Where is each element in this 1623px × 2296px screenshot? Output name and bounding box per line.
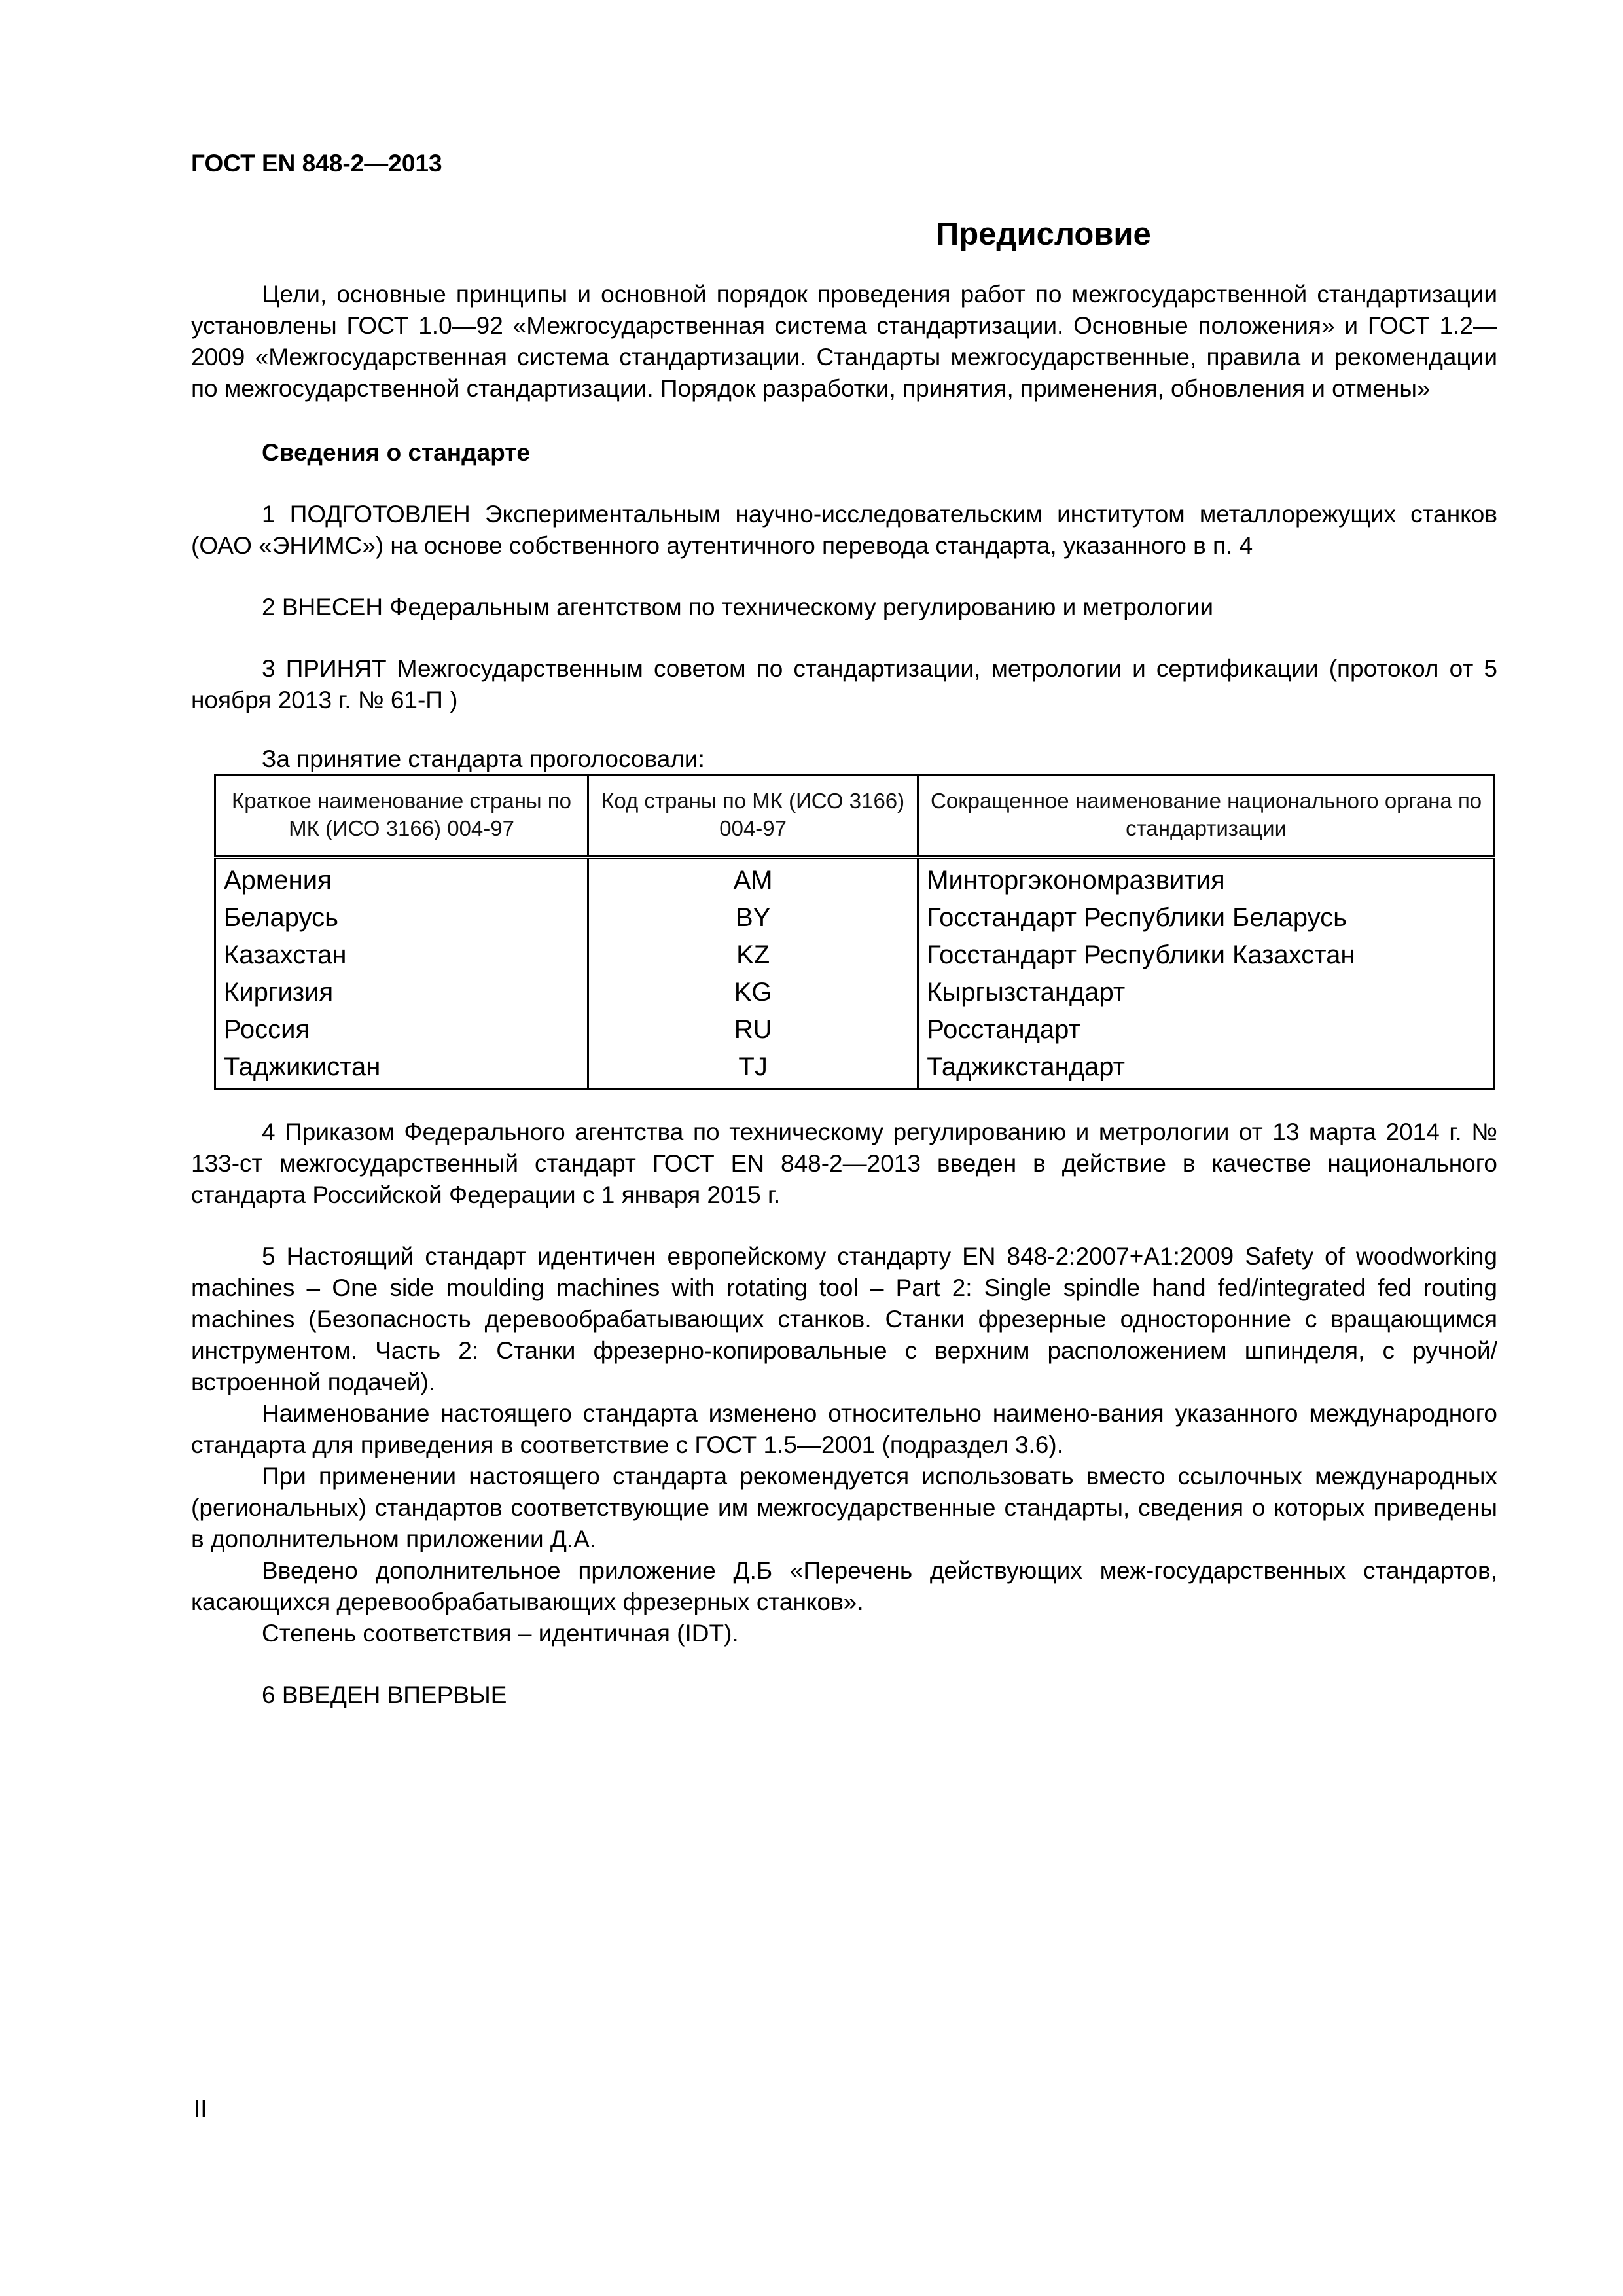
table-header-country: Краткое наименование страны по МК (ИСО 3166) 004-97 <box>215 775 588 858</box>
country-cell: Таджикистан <box>215 1049 588 1090</box>
country-cell: Киргизия <box>215 974 588 1011</box>
code-cell: AM <box>588 857 918 899</box>
table-row <box>215 1011 1495 1049</box>
code-cell: BY <box>588 899 918 937</box>
document-header: ГОСТ EN 848-2—2013 <box>191 150 442 177</box>
item-5-references: При применении настоящего стандарта рекомендуется использовать вместо ссылочных международных (региональных) стандартов соответствующие им межгосударственные стандарты, сведения о которых приведены в дополнительном приложении Д.А. <box>191 1463 1497 1552</box>
item-6-paragraph: 6 ВВЕДЕН ВПЕРВЫЕ <box>262 1681 507 1708</box>
item-3-paragraph: 3 ПРИНЯТ Межгосударственным советом по стандартизации, метрологии и сертификации (протокол от 5 ноября 2013 г. № 61-П ) <box>191 655 1497 713</box>
table-row <box>215 974 1495 1011</box>
body-cell: Росстандарт <box>918 1011 1495 1049</box>
table-row <box>215 937 1495 974</box>
country-cell: Казахстан <box>215 937 588 974</box>
body-cell: Таджикстандарт <box>918 1049 1495 1090</box>
item-5-appendix: Введено дополнительное приложение Д.Б «Перечень действующих меж-государственных стандартов, касающихся деревообрабатывающих фрезерных станков». <box>191 1557 1497 1615</box>
table-header-code: Код страны по МК (ИСО 3166) 004-97 <box>588 775 918 858</box>
body-cell: Госстандарт Республики Казахстан <box>918 937 1495 974</box>
page-title-text: Предисловие <box>936 217 1151 252</box>
country-cell: Беларусь <box>215 899 588 937</box>
item-5-conformity: Степень соответствия – идентичная (IDT). <box>262 1620 739 1647</box>
subheading: Сведения о стандарте <box>262 439 530 466</box>
country-cell: Армения <box>215 857 588 899</box>
table-caption: За принятие стандарта проголосовали: <box>262 745 705 772</box>
document-page <box>191 148 1497 1711</box>
table-header-body: Сокращенное наименование национального органа по стандартизации <box>918 775 1495 858</box>
code-cell: KZ <box>588 937 918 974</box>
voting-table <box>214 774 1495 1090</box>
item-1-paragraph: 1 ПОДГОТОВЛЕН Экспериментальным научно-исследовательским институтом металлорежущих станков (ОАО «ЭНИМС») на основе собственного аутентичного перевода стандарта, указанного в п. 4 <box>191 501 1497 559</box>
body-cell: Минторгэкономразвития <box>918 857 1495 899</box>
body-cell: Госстандарт Республики Беларусь <box>918 899 1495 937</box>
code-cell: TJ <box>588 1049 918 1090</box>
item-4-paragraph: 4 Приказом Федерального агентства по техническому регулированию и метрологии от 13 марта 2014 г. № 133-ст межгосударственный стандарт ГОСТ EN 848-2—2013 введен в действие в качестве национального стандарта Российской Федерации с 1 января 2015 г. <box>191 1119 1497 1208</box>
code-cell: KG <box>588 974 918 1011</box>
table-row <box>215 899 1495 937</box>
item-5-name-change: Наименование настоящего стандарта изменено относительно наимено-вания указанного международного стандарта для приведения в соответствие с ГОСТ 1.5—2001 (подраздел 3.6). <box>191 1400 1497 1458</box>
page-title <box>584 215 1497 254</box>
table-row <box>215 857 1495 899</box>
item-5-paragraph: 5 Настоящий стандарт идентичен европейскому стандарту EN 848-2:2007+A1:2009 Safety of woodworking machines – One side moulding machines with rotating tool – Part 2: Single spindle hand fed/integrated fed routing machines (Безопасность деревообрабатывающих станков. Станки фрезерные односторонние с вращающимся инструментом. Часть 2: Станки фрезерно-копировальные с верхним расположением шпинделя, с ручной/встроенной подачей). <box>191 1243 1497 1395</box>
intro-paragraph: Цели, основные принципы и основной порядок проведения работ по межгосударственной стандартизации установлены ГОСТ 1.0—92 «Межгосударственная система стандартизации. Основные положения» и ГОСТ 1.2—2009 «Межгосударственная система стандартизации. Стандарты межгосударственные, правила и рекомендации по межгосударственной стандартизации. Порядок разработки, принятия, применения, обновления и отмены» <box>191 281 1497 402</box>
table-header-row <box>215 775 1495 858</box>
page-number: II <box>194 2095 207 2122</box>
country-cell: Россия <box>215 1011 588 1049</box>
item-2-paragraph: 2 ВНЕСЕН Федеральным агентством по техническому регулированию и метрологии <box>262 594 1214 620</box>
table-row <box>215 1049 1495 1090</box>
body-cell: Кыргызстандарт <box>918 974 1495 1011</box>
code-cell: RU <box>588 1011 918 1049</box>
